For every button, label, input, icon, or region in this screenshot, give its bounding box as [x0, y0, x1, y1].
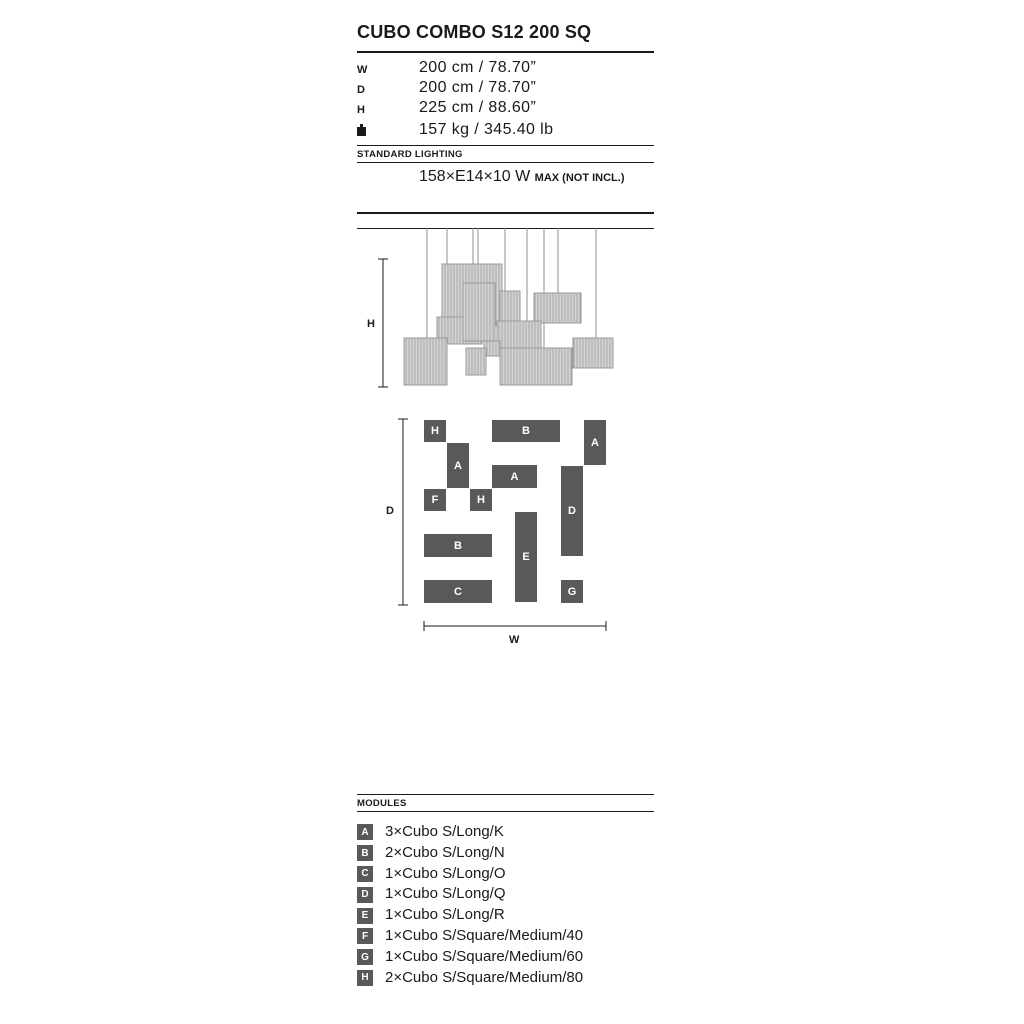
weight-value: 157 kg / 345.40 lb: [419, 121, 554, 138]
plan-module-a: A: [492, 465, 537, 488]
weight-icon: [357, 124, 366, 136]
lighting-note: MAX (NOT INCL.): [534, 172, 625, 184]
plan-module-h: H: [424, 420, 446, 442]
module-row: [357, 968, 584, 989]
module-badge: H: [357, 970, 373, 986]
drawing-top-rule: [357, 212, 654, 214]
modules-list: [357, 822, 584, 988]
module-text: 1×Cubo S/Long/R: [385, 906, 505, 924]
width-label: W: [509, 634, 520, 646]
lighting-label: STANDARD LIGHTING: [357, 149, 463, 160]
plan-module-a: A: [584, 420, 606, 465]
plan-module-f: F: [424, 489, 446, 511]
height-letter: H: [357, 104, 365, 116]
modules-rule: [357, 811, 654, 812]
specs-rule: [357, 145, 654, 146]
width-letter: W: [357, 64, 368, 76]
module-badge: B: [357, 845, 373, 861]
module-badge: G: [357, 949, 373, 965]
module-badge: A: [357, 824, 373, 840]
module-text: 1×Cubo S/Long/O: [385, 864, 506, 882]
lighting-value: 158×E14×10 W: [419, 168, 531, 185]
chandelier-illustration: [357, 226, 657, 391]
module-text: 1×Cubo S/Square/Medium/60: [385, 947, 584, 965]
plan-module-h: H: [470, 489, 492, 511]
plan-module-a: A: [447, 443, 469, 488]
module-text: 3×Cubo S/Long/K: [385, 823, 504, 840]
depth-dimension-line: [396, 418, 410, 606]
modules-top-rule: [357, 794, 654, 795]
module-badge: C: [357, 866, 373, 882]
depth-value: 200 cm / 78.70”: [419, 79, 537, 96]
height-value: 225 cm / 88.60”: [419, 99, 537, 116]
depth-label: D: [386, 505, 394, 517]
module-row: [357, 947, 584, 968]
module-badge: E: [357, 908, 373, 924]
lighting-value-line: [419, 168, 624, 186]
module-text: 1×Cubo S/Long/Q: [385, 885, 506, 903]
modules-label: MODULES: [357, 798, 407, 809]
module-row: [357, 843, 505, 864]
plan-module-e: E: [515, 512, 537, 602]
depth-letter: D: [357, 84, 365, 96]
lighting-rule: [357, 162, 654, 163]
height-label: H: [367, 318, 375, 330]
width-dimension-line: [423, 619, 607, 633]
module-row: [357, 822, 504, 843]
product-title: CUBO COMBO S12 200 SQ: [357, 22, 592, 42]
plan-module-g: G: [561, 580, 583, 603]
width-value: 200 cm / 78.70”: [419, 59, 537, 76]
module-row: [357, 905, 505, 926]
module-row: [357, 864, 506, 885]
plan-module-c: C: [424, 580, 492, 603]
module-badge: D: [357, 887, 373, 903]
module-text: 2×Cubo S/Square/Medium/80: [385, 968, 584, 986]
module-badge: F: [357, 928, 373, 944]
module-row: [357, 884, 506, 905]
module-text: 2×Cubo S/Long/N: [385, 843, 505, 861]
module-text: 1×Cubo S/Square/Medium/40: [385, 926, 584, 944]
plan-module-d: D: [561, 466, 583, 556]
title-rule: [357, 51, 654, 53]
plan-module-b: B: [424, 534, 492, 557]
plan-module-b: B: [492, 420, 560, 442]
module-row: [357, 926, 584, 947]
